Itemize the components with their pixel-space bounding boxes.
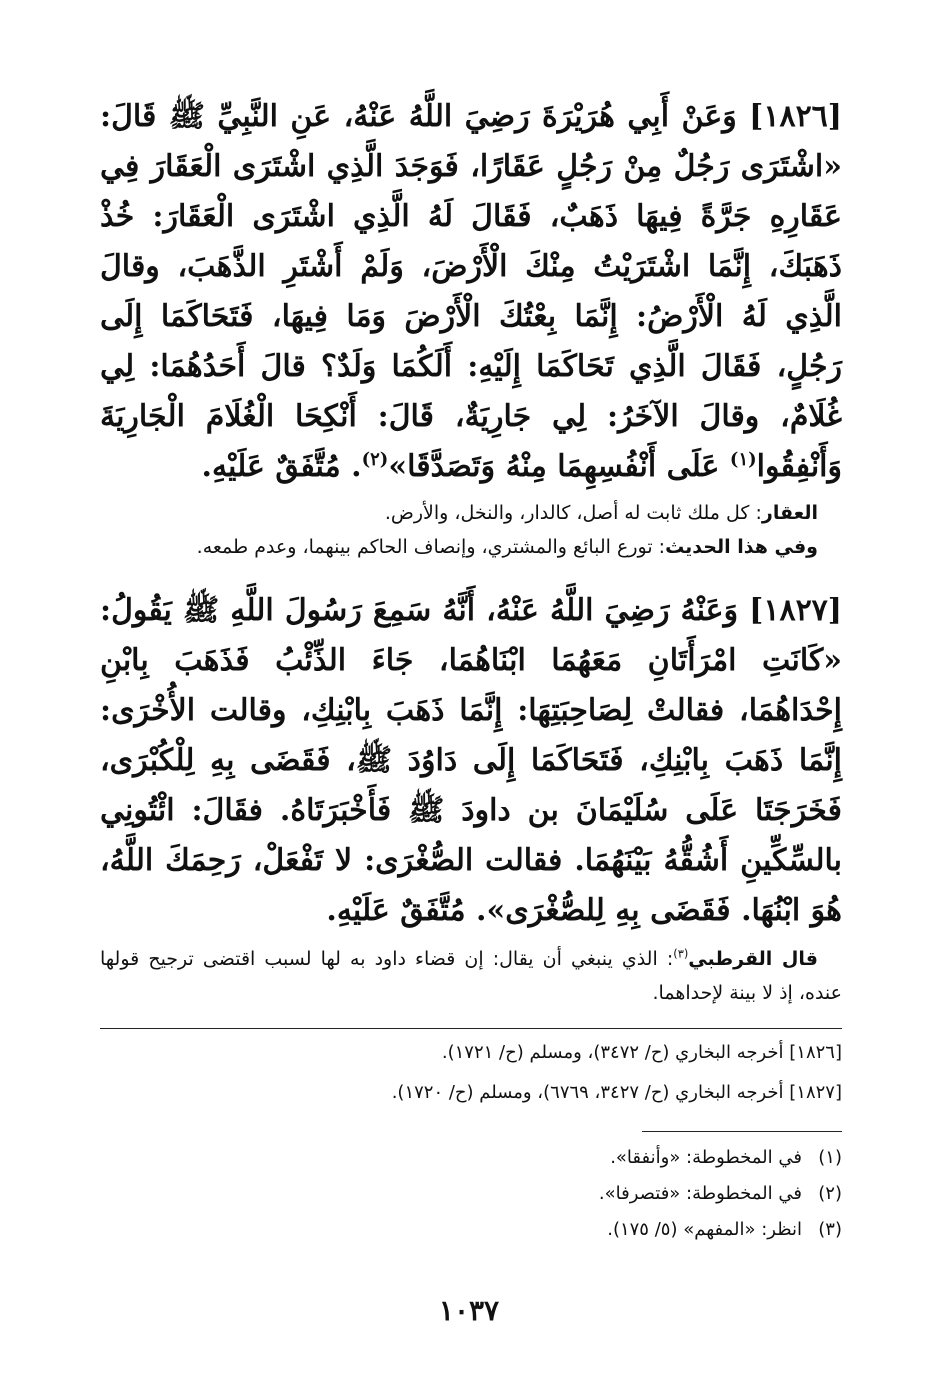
footnote-text: في المخطوطة: «فتصرفا». (598, 1183, 802, 1204)
footnote-mark: (٣) (818, 1219, 842, 1240)
hadith-text: وَعَنْ أَبِي هُرَيْرَةَ رَضِيَ اللَّهُ عَنْهُ، عَنِ النَّبِيِّ ﷺ قَالَ: «اشْتَرَى رَجُلٌ مِنْ رَجُلٍ عَقَارًا، فَوَجَدَ الَّذِي اشْتَرَى الْعَقَارَ فِي عَقَارِهِ جَرَّةً فِيهَا ذَهَبٌ، فَقَالَ لَهُ الَّذِي اشْتَرَى الْعَقَارَ: خُذْ ذَهَبَكَ، إِنَّمَا اشْتَرَيْتُ مِنْكَ الْأَرْضَ، وَلَمْ أَشْتَرِ الذَّهَبَ، وقالَ الَّذِي لَهُ الْأَرْضُ: إِنَّمَا بِعْتُكَ الْأَرْضَ وَمَا فِيهَا، فَتَحَاكَمَا إِلَى رَجُلٍ، فَقَالَ الَّذِي تَحَاكَمَا إِلَيْهِ: أَلَكُمَا وَلَدٌ؟ قالَ أَحَدُهُمَا: لِي غُلَامٌ، وقالَ الآخَرُ: لِي جَارِيَةٌ، قَالَ: أَنْكِحَا الْغُلَامَ الْجَارِيَةَ وَأَنْفِقُوا (100, 99, 842, 484)
note-lead: وفي هذا الحديث (665, 536, 818, 558)
footnote-mark: (٢) (818, 1183, 842, 1204)
book-page (100, 92, 842, 1342)
hadith-number: [١٨٢٦] (749, 99, 842, 134)
hadith-text: وَعَنْهُ رَضِيَ اللَّهُ عَنْهُ، أَنَّهُ سَمِعَ رَسُولَ اللَّهِ ﷺ يَقُولُ: «كَانَتِ امْرَأَتَانِ مَعَهُمَا ابْنَاهُمَا، جَاءَ الذِّئْبُ فَذَهَبَ بِابْنِ إِحْدَاهُمَا، فقالتْ لِصَاحِبَتِهَا: إِنَّمَا ذَهَبَ بِابْنِكِ، وقالت الأُخْرَى: إِنَّمَا ذَهَبَ بِابْنِكِ، فَتَحَاكَمَا إِلَى دَاوُدَ ﷺ، فَقَضَى بِهِ لِلْكُبْرَى، فَخَرَجَتَا عَلَى سُلَيْمَانَ بن داودَ ﷺ فَأَخْبَرَتَاهُ. فقَالَ: ائْتُونِي بالسِّكِّينِ أَشُقُّهُ بَيْنَهُمَا. فقالت الصُّغْرَى: لا تَفْعَلْ، رَحِمَكَ اللَّهُ، هُوَ ابْنُهَا. فَقَضَى بِهِ لِلصُّغْرَى». مُتَّفَقٌ عَلَيْهِ. (100, 593, 842, 928)
note-text: : تورع البائع والمشتري، وإنصاف الحاكم بينهما، وعدم طمعه. (196, 536, 666, 558)
hadith-number: [١٨٢٧] (749, 593, 842, 628)
hadith-1827 (100, 586, 842, 936)
takhrij-line: [١٨٢٧] أخرجه البخاري (ح/ ٣٤٢٧، ٦٧٦٩)، ومسلم (ح/ ١٧٢٠). (391, 1082, 842, 1103)
hadith-text: عَلَى أَنْفُسِهِمَا مِنْهُ وَتَصَدَّقَا» (388, 449, 730, 484)
takhrij-divider (100, 1028, 842, 1029)
note-lead: قال القرطبي (688, 948, 818, 970)
footnotes-divider (642, 1131, 842, 1132)
note-qurtubi (100, 942, 842, 1010)
footnote-mark: (١) (818, 1147, 842, 1168)
note-text: : الذي ينبغي أن يقال: إن قضاء داود به لها لسبب اقتضى ترجيح قولها عنده، إذ لا بينة لإحداهما. (100, 948, 842, 1004)
footnote-ref-2[interactable]: (٢) (361, 449, 389, 470)
page-number: ١٠٣٧ (438, 1294, 500, 1327)
footnote-text: في المخطوطة: «وأنفقا». (610, 1147, 802, 1168)
footnote-ref-3[interactable]: (٣) (673, 946, 689, 961)
footnote-1 (100, 1140, 842, 1176)
hadith-text: . مُتَّفَقٌ عَلَيْهِ. (201, 449, 362, 484)
note-aqar (100, 496, 818, 530)
footnote-3 (100, 1212, 842, 1248)
hadith-1826 (100, 92, 842, 492)
footnote-ref-1[interactable]: (١) (729, 449, 757, 470)
note-lead: العقار (761, 502, 818, 524)
note-lessons (100, 530, 842, 564)
takhrij-line: [١٨٢٦] أخرجه البخاري (ح/ ٣٤٧٢)، ومسلم (ح/ ١٧٢١). (441, 1042, 842, 1063)
footnote-2 (100, 1176, 842, 1212)
footnote-text: انظر: «المفهم» (٥/ ١٧٥). (607, 1219, 802, 1240)
note-text: : كل ملك ثابت له أصل، كالدار، والنخل، والأرض. (384, 502, 762, 524)
